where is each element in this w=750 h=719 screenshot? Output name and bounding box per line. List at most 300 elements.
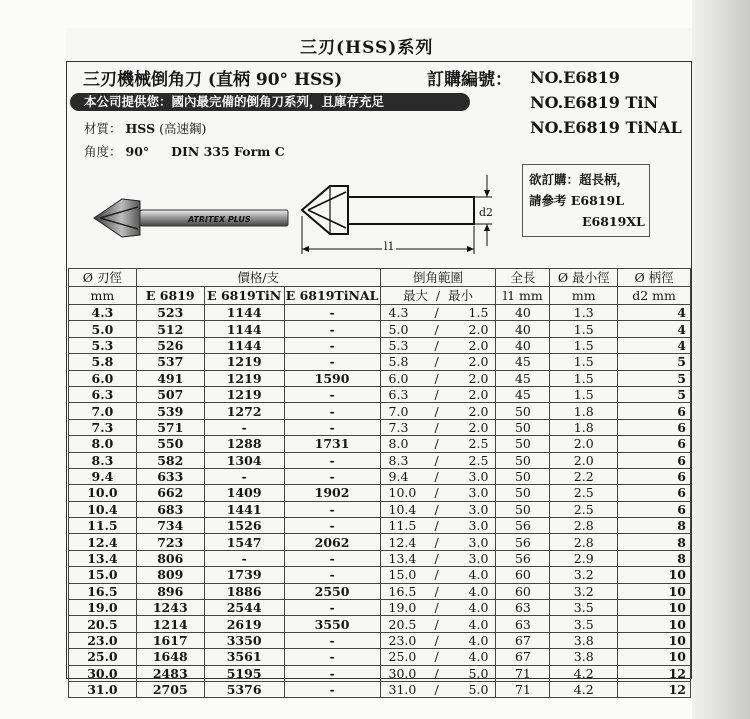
cell-min-diameter: 3.5	[550, 616, 618, 632]
col-head-diameter: Ø 刃徑	[69, 269, 137, 287]
table-row	[69, 681, 691, 697]
cell-price-tinal: -	[284, 550, 380, 566]
cell-price-e6819: 1617	[136, 632, 204, 648]
material-note: (高速鋼)	[159, 121, 207, 136]
cell-length: 60	[496, 583, 550, 599]
cell-diameter: 15.0	[69, 567, 137, 583]
cell-length: 50	[496, 485, 550, 501]
cell-min-diameter: 1.5	[550, 354, 618, 370]
cell-price-tinal: -	[284, 354, 380, 370]
page-title: 三刃(HSS)系列	[300, 38, 434, 58]
cell-shank: 6	[618, 501, 691, 517]
cell-chamfer-range	[380, 354, 496, 370]
cell-price-tin: 1288	[204, 436, 284, 452]
cell-chamfer-range	[380, 452, 496, 468]
cell-price-tinal: 2062	[284, 534, 380, 550]
cell-price-tinal: -	[284, 305, 380, 321]
range-separator: /	[434, 633, 439, 648]
range-separator: /	[434, 649, 439, 665]
cell-range-min: 4.0	[468, 567, 489, 583]
cell-price-e6819: 526	[136, 337, 204, 353]
sub-head-max-min: 最大 / 最小	[380, 287, 496, 305]
cell-price-tinal: -	[284, 567, 380, 583]
cell-min-diameter: 1.5	[550, 386, 618, 402]
cell-price-e6819: 550	[136, 436, 204, 452]
header-row-top	[69, 269, 691, 287]
cell-shank: 10	[618, 600, 691, 616]
cell-length: 56	[496, 518, 550, 534]
order-code: NO.E6819 TiN	[530, 93, 659, 112]
cell-length: 56	[496, 534, 550, 550]
cell-price-tin: -	[204, 468, 284, 484]
cell-price-tin: 2619	[204, 616, 284, 632]
cell-price-tin: 3561	[204, 649, 284, 665]
sub-head-e6819tin: E 6819TiN	[204, 287, 284, 305]
cell-price-e6819: 1214	[136, 616, 204, 632]
cell-range-max: 7.3	[388, 419, 409, 435]
col-head-min-diameter: Ø 最小徑	[550, 269, 618, 287]
cell-price-tin: 3350	[204, 632, 284, 648]
cell-shank: 4	[618, 321, 691, 337]
cell-shank: 4	[618, 305, 691, 321]
cell-price-tin: 5195	[204, 665, 284, 681]
cell-range-max: 8.0	[388, 436, 409, 452]
range-separator: /	[434, 682, 439, 698]
cell-shank: 10	[618, 616, 691, 632]
cell-shank: 10	[618, 567, 691, 583]
page-edge-shadow	[692, 0, 750, 719]
cell-diameter: 20.5	[69, 616, 137, 632]
angle-label: 角度：	[84, 144, 122, 159]
material-label: 材質：	[84, 121, 122, 136]
cell-length: 67	[496, 649, 550, 665]
table-row	[69, 419, 691, 435]
cell-range-min: 2.0	[468, 354, 489, 370]
angle-value: 90°	[125, 144, 150, 159]
cell-chamfer-range	[380, 649, 496, 665]
din-standard: DIN 335 Form C	[171, 144, 285, 159]
cell-price-e6819: 512	[136, 321, 204, 337]
cell-chamfer-range	[380, 583, 496, 599]
promo-banner: 本公司提供您：國內最完備的倒角刀系列，且庫存充足	[70, 93, 470, 111]
order-number-label: 訂購編號：	[427, 70, 512, 90]
order-codes	[530, 65, 682, 140]
table-row	[69, 436, 691, 452]
cell-length: 63	[496, 600, 550, 616]
range-separator: /	[434, 534, 439, 550]
cell-range-max: 6.0	[388, 370, 409, 386]
cell-chamfer-range	[380, 468, 496, 484]
cell-min-diameter: 3.8	[550, 632, 618, 648]
cell-length: 63	[496, 616, 550, 632]
cell-range-max: 9.4	[388, 469, 409, 485]
sub-head-min-mm: mm	[550, 287, 618, 305]
cell-price-tin: 2544	[204, 600, 284, 616]
cell-price-e6819: 806	[136, 550, 204, 566]
cell-range-max: 30.0	[388, 665, 417, 681]
range-separator: /	[434, 518, 439, 534]
cell-chamfer-range	[380, 436, 496, 452]
range-separator: /	[434, 337, 439, 353]
material-value: HSS	[125, 121, 156, 136]
cell-range-min: 3.0	[468, 534, 489, 550]
cell-length: 50	[496, 501, 550, 517]
cell-shank: 5	[618, 386, 691, 402]
cell-price-tinal: -	[284, 386, 380, 402]
col-head-price: 價格/支	[136, 269, 380, 287]
range-separator: /	[434, 600, 439, 616]
cell-diameter: 5.8	[69, 354, 137, 370]
sub-head-d2: d2 mm	[618, 287, 691, 305]
cell-min-diameter: 3.2	[550, 583, 618, 599]
cell-length: 50	[496, 403, 550, 419]
cell-price-e6819: 2483	[136, 665, 204, 681]
range-separator: /	[434, 321, 439, 337]
cell-diameter: 7.0	[69, 403, 137, 419]
cell-chamfer-range	[380, 567, 496, 583]
cell-price-tinal: 1731	[284, 436, 380, 452]
cell-chamfer-range	[380, 403, 496, 419]
table-row	[69, 501, 691, 517]
cell-price-tin: 1144	[204, 321, 284, 337]
cell-range-min: 2.0	[468, 321, 489, 337]
cell-price-e6819: 539	[136, 403, 204, 419]
cell-min-diameter: 1.5	[550, 370, 618, 386]
cell-shank: 6	[618, 452, 691, 468]
dimension-drawing	[296, 170, 506, 260]
cell-range-min: 4.0	[468, 649, 489, 665]
cell-length: 50	[496, 436, 550, 452]
table-row	[69, 386, 691, 402]
cell-price-tin: 1219	[204, 354, 284, 370]
cell-length: 56	[496, 550, 550, 566]
cell-chamfer-range	[380, 501, 496, 517]
cell-length: 50	[496, 468, 550, 484]
table-row	[69, 518, 691, 534]
cell-min-diameter: 2.0	[550, 452, 618, 468]
cell-price-e6819: 734	[136, 518, 204, 534]
table-row	[69, 354, 691, 370]
range-separator: /	[434, 436, 439, 452]
cell-price-tin: 1144	[204, 337, 284, 353]
col-head-length: 全長	[496, 269, 550, 287]
cell-min-diameter: 1.5	[550, 321, 618, 337]
cell-chamfer-range	[380, 485, 496, 501]
cell-price-tinal: -	[284, 501, 380, 517]
cell-shank: 12	[618, 665, 691, 681]
cell-shank: 8	[618, 550, 691, 566]
cell-chamfer-range	[380, 305, 496, 321]
cell-shank: 10	[618, 632, 691, 648]
cell-length: 40	[496, 337, 550, 353]
cell-range-min: 4.0	[468, 583, 489, 599]
cell-min-diameter: 1.5	[550, 337, 618, 353]
range-separator: /	[434, 370, 439, 386]
range-separator: /	[434, 501, 439, 517]
cell-price-e6819: 537	[136, 354, 204, 370]
countersink-photo	[92, 197, 292, 239]
table-row	[69, 600, 691, 616]
table-row	[69, 337, 691, 353]
cell-range-max: 12.4	[388, 534, 417, 550]
cell-price-tin: 1219	[204, 370, 284, 386]
cell-price-tinal: -	[284, 632, 380, 648]
cell-price-e6819: 633	[136, 468, 204, 484]
cell-range-min: 2.0	[468, 370, 489, 386]
cell-chamfer-range	[380, 665, 496, 681]
table-row	[69, 567, 691, 583]
cell-length: 40	[496, 305, 550, 321]
cell-price-e6819: 809	[136, 567, 204, 583]
col-head-chamfer-range: 倒角範圍	[380, 269, 496, 287]
cell-range-min: 2.5	[468, 436, 489, 452]
range-separator: /	[434, 354, 439, 370]
cell-range-min: 2.0	[468, 419, 489, 435]
cell-diameter: 13.4	[69, 550, 137, 566]
cell-price-tin: 1144	[204, 305, 284, 321]
cell-diameter: 12.4	[69, 534, 137, 550]
cell-price-tinal: 3550	[284, 616, 380, 632]
cell-min-diameter: 2.9	[550, 550, 618, 566]
cell-length: 45	[496, 370, 550, 386]
table-row	[69, 370, 691, 386]
cell-price-e6819: 662	[136, 485, 204, 501]
cell-shank: 6	[618, 403, 691, 419]
long-shank-note	[522, 164, 650, 237]
cell-diameter: 10.4	[69, 501, 137, 517]
range-separator: /	[434, 665, 439, 681]
cell-diameter: 8.0	[69, 436, 137, 452]
cell-shank: 10	[618, 583, 691, 599]
cell-range-min: 4.0	[468, 633, 489, 648]
cell-diameter: 7.3	[69, 419, 137, 435]
cell-range-min: 1.5	[468, 305, 489, 321]
cell-diameter: 31.0	[69, 681, 137, 697]
cell-range-min: 3.0	[468, 501, 489, 517]
cell-length: 50	[496, 452, 550, 468]
cell-price-tinal: -	[284, 665, 380, 681]
cell-range-min: 3.0	[468, 485, 489, 501]
table-row	[69, 452, 691, 468]
cell-min-diameter: 1.8	[550, 419, 618, 435]
cell-length: 45	[496, 354, 550, 370]
product-title: 三刃機械倒角刀 (直柄 90° HSS)	[83, 70, 343, 90]
cell-shank: 8	[618, 534, 691, 550]
cell-range-max: 5.0	[388, 321, 409, 337]
cell-price-tin: 1739	[204, 567, 284, 583]
cell-price-tinal: 1590	[284, 370, 380, 386]
angle-spec	[84, 142, 285, 160]
cell-chamfer-range	[380, 518, 496, 534]
cell-price-tin: 1441	[204, 501, 284, 517]
l1-label: l1	[384, 240, 395, 253]
table-row	[69, 485, 691, 501]
table-row	[69, 321, 691, 337]
table-row	[69, 616, 691, 632]
cell-range-max: 19.0	[388, 600, 417, 616]
range-separator: /	[434, 616, 439, 632]
cell-range-max: 5.8	[388, 354, 409, 370]
brand-marking: ATRITEX PLUS	[188, 215, 251, 224]
range-separator: /	[434, 387, 439, 403]
cell-length: 71	[496, 681, 550, 697]
cell-shank: 4	[618, 337, 691, 353]
cell-diameter: 11.5	[69, 518, 137, 534]
note-code-xl: E6819XL	[582, 214, 645, 229]
cell-length: 67	[496, 632, 550, 648]
cell-price-tinal: -	[284, 419, 380, 435]
cell-min-diameter: 4.2	[550, 681, 618, 697]
cell-diameter: 5.3	[69, 337, 137, 353]
cell-price-tinal: -	[284, 468, 380, 484]
cell-range-max: 23.0	[388, 633, 417, 648]
cell-diameter: 23.0	[69, 632, 137, 648]
sub-head-e6819tinal: E 6819TiNAL	[285, 288, 379, 303]
cell-chamfer-range	[380, 632, 496, 648]
cell-price-tinal: -	[284, 321, 380, 337]
cell-chamfer-range	[380, 321, 496, 337]
cell-shank: 5	[618, 354, 691, 370]
cell-range-min: 2.5	[468, 452, 489, 468]
cell-price-tinal: -	[284, 649, 380, 665]
note-line2-prefix: 請參考	[529, 193, 567, 208]
sub-head-e6819: E 6819	[136, 287, 204, 305]
cell-chamfer-range	[380, 616, 496, 632]
cell-range-max: 5.3	[388, 337, 409, 353]
cell-price-e6819: 723	[136, 534, 204, 550]
cell-range-min: 5.0	[468, 682, 489, 698]
cell-diameter: 25.0	[69, 649, 137, 665]
cell-range-max: 16.5	[388, 583, 417, 599]
range-separator: /	[434, 305, 439, 321]
cell-diameter: 4.3	[69, 305, 137, 321]
cell-range-min: 3.0	[468, 469, 489, 485]
sub-head-l1: l1 mm	[496, 287, 550, 305]
cell-range-max: 13.4	[388, 551, 417, 567]
cell-range-min: 2.0	[468, 337, 489, 353]
cell-range-max: 7.0	[388, 403, 409, 419]
cell-range-max: 20.5	[388, 616, 417, 632]
cell-range-max: 4.3	[388, 305, 409, 321]
cell-range-min: 2.0	[468, 387, 489, 403]
cell-range-max: 31.0	[388, 682, 417, 698]
note-code-l: E6819L	[570, 193, 624, 208]
cell-chamfer-range	[380, 419, 496, 435]
cell-range-min: 4.0	[468, 616, 489, 632]
cell-price-e6819: 523	[136, 305, 204, 321]
cell-price-e6819: 1243	[136, 600, 204, 616]
cell-min-diameter: 3.8	[550, 649, 618, 665]
cell-chamfer-range	[380, 681, 496, 697]
cell-price-tin: 1409	[204, 485, 284, 501]
cell-diameter: 8.3	[69, 452, 137, 468]
cell-price-e6819: 491	[136, 370, 204, 386]
range-separator: /	[434, 567, 439, 583]
table-row	[69, 583, 691, 599]
cell-diameter: 10.0	[69, 485, 137, 501]
cell-price-tin: 1886	[204, 583, 284, 599]
range-separator: /	[434, 583, 439, 599]
cell-range-max: 8.3	[388, 452, 409, 468]
cell-price-tinal: -	[284, 681, 380, 697]
cell-length: 60	[496, 567, 550, 583]
cell-price-tin: 1219	[204, 386, 284, 402]
cell-range-max: 15.0	[388, 567, 417, 583]
cell-price-e6819: 1648	[136, 649, 204, 665]
table-row	[69, 534, 691, 550]
cell-shank: 5	[618, 370, 691, 386]
order-code: NO.E6819 TiNAL	[530, 118, 682, 137]
cell-shank: 6	[618, 419, 691, 435]
range-separator: /	[434, 452, 439, 468]
cell-diameter: 6.0	[69, 370, 137, 386]
cell-min-diameter: 2.0	[550, 436, 618, 452]
cell-min-diameter: 3.2	[550, 567, 618, 583]
cell-diameter: 5.0	[69, 321, 137, 337]
cell-chamfer-range	[380, 550, 496, 566]
cell-min-diameter: 4.2	[550, 665, 618, 681]
cell-price-e6819: 2705	[136, 681, 204, 697]
cell-price-tin: -	[204, 419, 284, 435]
cell-range-max: 11.5	[388, 518, 417, 534]
table-row	[69, 665, 691, 681]
table-row	[69, 403, 691, 419]
cell-price-e6819: 582	[136, 452, 204, 468]
range-separator: /	[434, 551, 439, 567]
d2-label: d2	[479, 206, 494, 219]
cell-shank: 8	[618, 518, 691, 534]
cell-range-max: 10.0	[388, 485, 417, 501]
cell-range-max: 10.4	[388, 501, 417, 517]
cell-price-tin: 1272	[204, 403, 284, 419]
cell-range-min: 4.0	[468, 600, 489, 616]
cell-range-max: 25.0	[388, 649, 417, 665]
order-code: NO.E6819	[530, 68, 620, 87]
cell-price-tinal: -	[284, 600, 380, 616]
cell-min-diameter: 3.5	[550, 600, 618, 616]
cell-length: 50	[496, 419, 550, 435]
range-separator: /	[434, 403, 439, 419]
cell-min-diameter: 2.8	[550, 518, 618, 534]
table-row	[69, 632, 691, 648]
cell-shank: 6	[618, 485, 691, 501]
table-row	[69, 550, 691, 566]
cell-range-min: 5.0	[468, 665, 489, 681]
cell-price-tin: 1526	[204, 518, 284, 534]
material-spec	[84, 119, 206, 137]
table-row	[69, 649, 691, 665]
cell-diameter: 30.0	[69, 665, 137, 681]
cell-range-max: 6.3	[388, 387, 409, 403]
table-row	[69, 468, 691, 484]
cell-chamfer-range	[380, 534, 496, 550]
cell-shank: 6	[618, 468, 691, 484]
cell-price-tin: 1304	[204, 452, 284, 468]
cell-min-diameter: 1.3	[550, 305, 618, 321]
cell-length: 45	[496, 386, 550, 402]
cell-price-tinal: -	[284, 337, 380, 353]
cell-min-diameter: 2.2	[550, 468, 618, 484]
col-head-shank: Ø 柄徑	[618, 269, 691, 287]
cell-shank: 6	[618, 436, 691, 452]
cell-price-tin: -	[204, 550, 284, 566]
cell-price-tinal: -	[284, 452, 380, 468]
cell-chamfer-range	[380, 370, 496, 386]
cell-price-tinal: 2550	[284, 583, 380, 599]
table-row	[69, 305, 691, 321]
cell-shank: 12	[618, 681, 691, 697]
range-separator: /	[434, 469, 439, 485]
